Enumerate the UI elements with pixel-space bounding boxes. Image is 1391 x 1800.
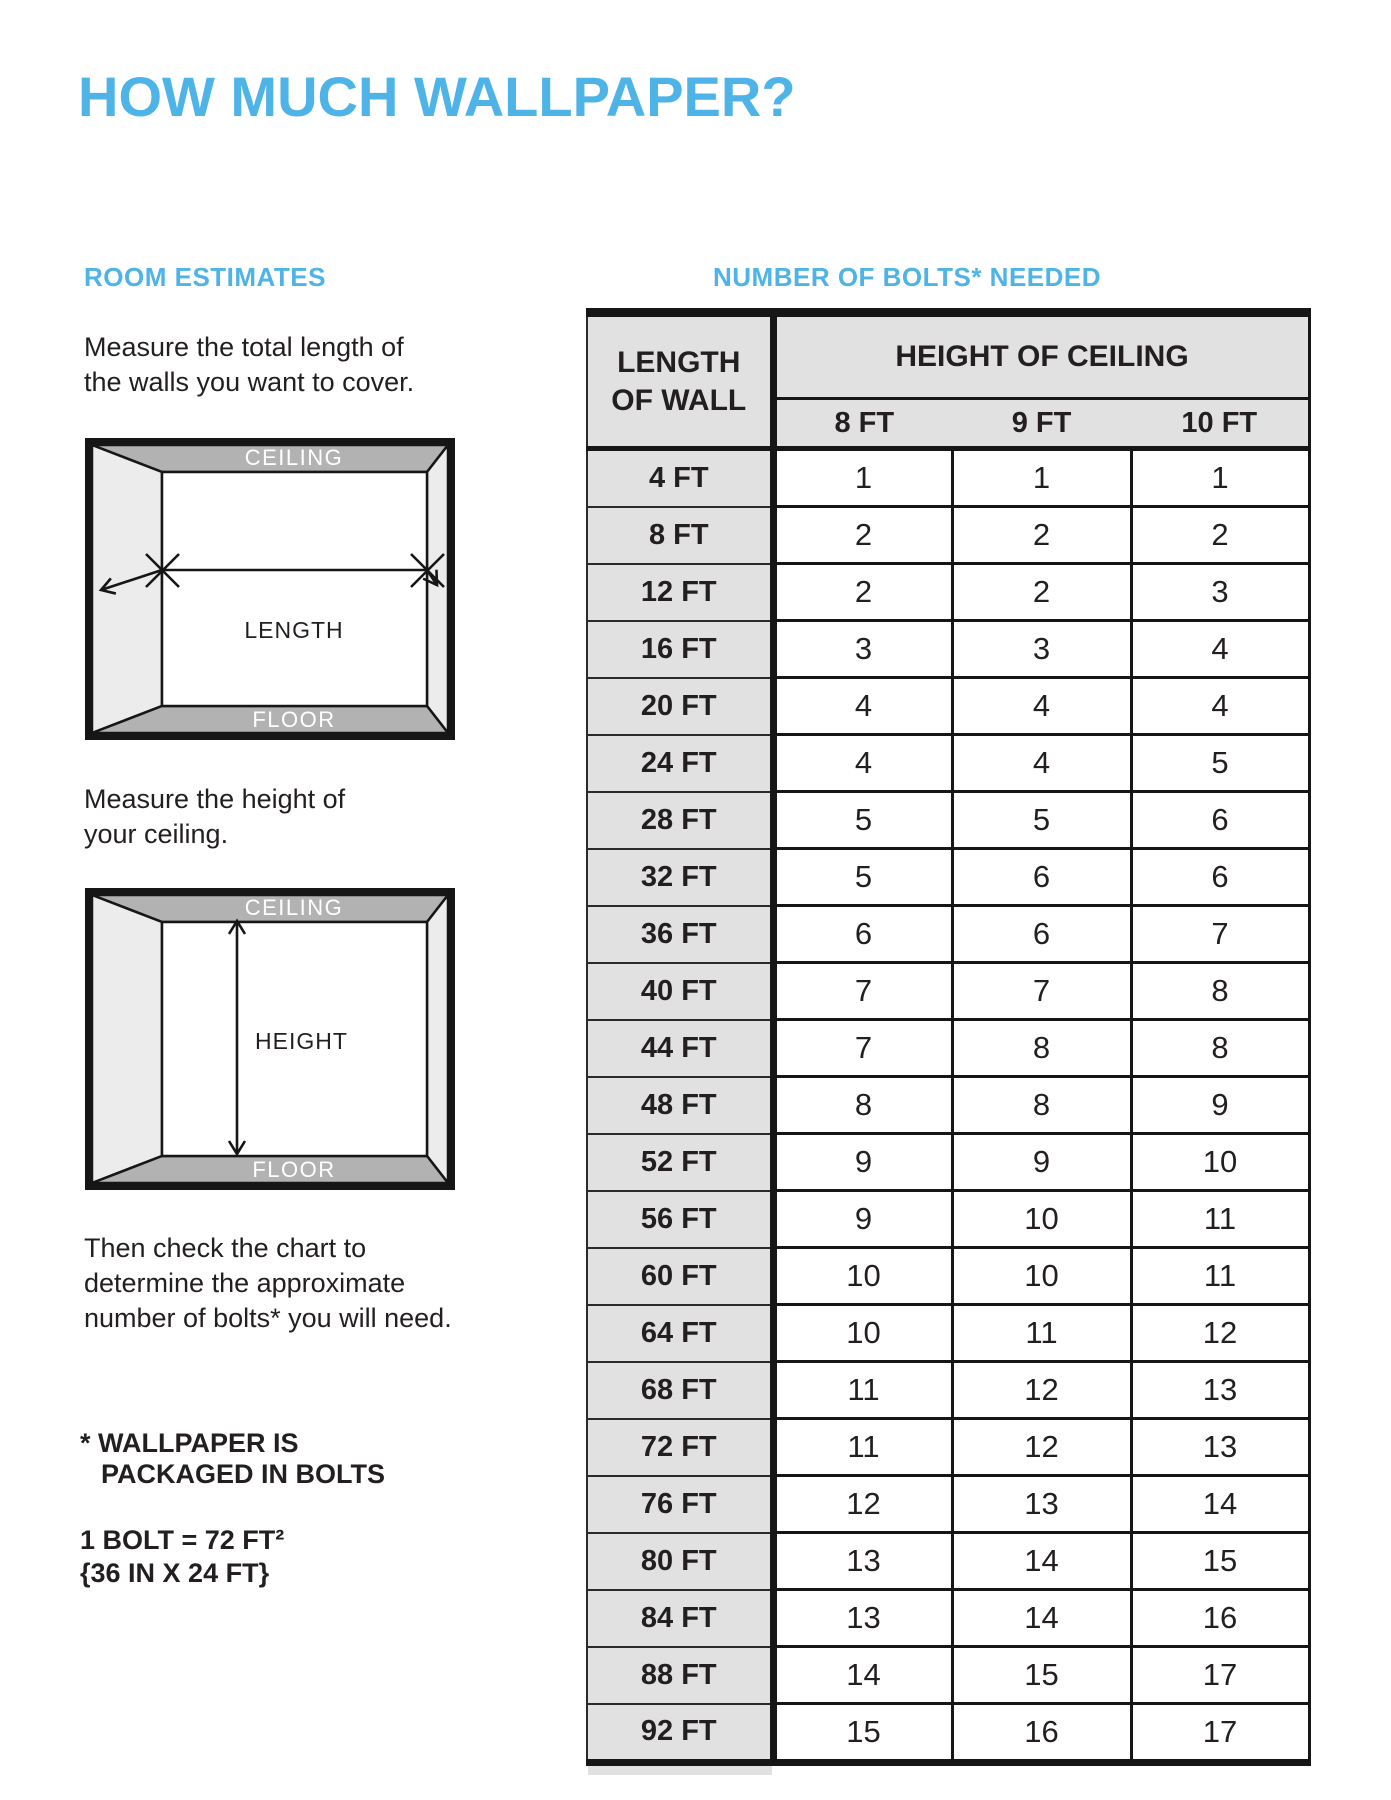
bolt-count-cell: 5 <box>773 849 952 906</box>
bolt-count-cell: 4 <box>773 678 952 735</box>
table-row <box>587 1533 1309 1590</box>
bolt-count-cell: 8 <box>952 1020 1131 1077</box>
bolts-table-section <box>586 262 1308 1775</box>
bolt-count-cell: 16 <box>1131 1590 1309 1647</box>
table-row <box>587 963 1309 1020</box>
bolt-count-cell: 3 <box>773 621 952 678</box>
bolt-count-cell: 15 <box>952 1647 1131 1704</box>
bolt-count-cell: 11 <box>773 1362 952 1419</box>
instruction-line: number of bolts* you will need. <box>84 1303 452 1333</box>
bolt-count-cell: 2 <box>773 564 952 621</box>
table-row <box>587 792 1309 849</box>
bolt-count-cell: 12 <box>952 1362 1131 1419</box>
bolt-count-cell: 11 <box>952 1305 1131 1362</box>
footnote-line: PACKAGED IN BOLTS <box>101 1459 386 1489</box>
bolt-count-cell: 13 <box>773 1590 952 1647</box>
instruction-line: the walls you want to cover. <box>84 367 415 397</box>
bolt-count-cell: 10 <box>952 1248 1131 1305</box>
wall-length-cell: 40 FT <box>587 963 773 1020</box>
instruction-check-chart <box>84 1231 452 1336</box>
bolt-count-cell: 4 <box>952 735 1131 792</box>
bolts-footnote <box>80 1428 385 1490</box>
floor-label: FLOOR <box>252 707 336 732</box>
wall-length-cell: 32 FT <box>587 849 773 906</box>
back-wall-face <box>162 472 427 706</box>
table-row <box>587 906 1309 963</box>
length-label: LENGTH <box>244 617 344 643</box>
wall-length-cell: 80 FT <box>587 1533 773 1590</box>
bolt-count-cell: 12 <box>1131 1305 1309 1362</box>
wall-length-cell: 28 FT <box>587 792 773 849</box>
wall-length-cell: 92 FT <box>587 1704 773 1763</box>
bolt-count-cell: 8 <box>773 1077 952 1134</box>
wall-length-cell: 88 FT <box>587 1647 773 1704</box>
bolt-count-cell: 5 <box>1131 735 1309 792</box>
bolt-count-cell: 2 <box>1131 507 1309 564</box>
wall-length-cell: 52 FT <box>587 1134 773 1191</box>
bolt-count-cell: 15 <box>773 1704 952 1763</box>
wall-length-cell: 44 FT <box>587 1020 773 1077</box>
table-row <box>587 1020 1309 1077</box>
page-title: HOW MUCH WALLPAPER? <box>78 65 796 128</box>
ceiling-label: CEILING <box>244 895 344 920</box>
bolt-count-cell: 14 <box>773 1647 952 1704</box>
bolt-count-cell: 8 <box>1131 963 1309 1020</box>
bolt-count-cell: 6 <box>1131 792 1309 849</box>
bolts-table <box>586 308 1311 1766</box>
wall-length-cell: 56 FT <box>587 1191 773 1248</box>
bolt-count-cell: 12 <box>773 1476 952 1533</box>
bolts-table-body <box>587 449 1309 1763</box>
ceiling-label: CEILING <box>244 445 344 470</box>
instruction-line: your ceiling. <box>84 819 229 849</box>
wall-length-cell: 16 FT <box>587 621 773 678</box>
wall-length-cell: 84 FT <box>587 1590 773 1647</box>
table-row <box>587 1704 1309 1763</box>
bolt-count-cell: 9 <box>773 1134 952 1191</box>
bolt-count-cell: 7 <box>952 963 1131 1020</box>
length-of-wall-header <box>587 313 773 449</box>
bolt-count-cell: 11 <box>1131 1191 1309 1248</box>
bolt-count-cell: 6 <box>952 906 1131 963</box>
bolt-count-cell: 7 <box>773 1020 952 1077</box>
room-length-diagram <box>85 438 455 740</box>
right-wall-face <box>427 445 448 733</box>
bolt-count-cell: 9 <box>952 1134 1131 1191</box>
table-row <box>587 1134 1309 1191</box>
bolt-count-cell: 7 <box>773 963 952 1020</box>
room-estimates-heading: ROOM ESTIMATES <box>84 262 326 292</box>
bolt-count-cell: 3 <box>1131 564 1309 621</box>
bolt-count-cell: 2 <box>952 564 1131 621</box>
table-row <box>587 449 1309 507</box>
wall-length-cell: 12 FT <box>587 564 773 621</box>
bolt-dimensions: {36 IN X 24 FT} <box>80 1558 270 1588</box>
instruction-line: determine the approximate <box>84 1268 406 1298</box>
wall-length-cell: 24 FT <box>587 735 773 792</box>
table-row <box>587 1362 1309 1419</box>
length-of-wall-line: LENGTH <box>617 345 741 379</box>
bolt-count-cell: 13 <box>1131 1362 1309 1419</box>
bolt-count-cell: 5 <box>773 792 952 849</box>
footnote-line: * WALLPAPER IS <box>80 1428 299 1458</box>
instruction-measure-height <box>84 782 345 852</box>
wall-length-cell: 48 FT <box>587 1077 773 1134</box>
instruction-line: Measure the total length of <box>84 332 404 362</box>
floor-label: FLOOR <box>252 1157 336 1182</box>
bolt-size-info <box>80 1524 284 1590</box>
bolt-count-cell: 6 <box>952 849 1131 906</box>
ceiling-8ft-header: 8 FT <box>773 399 952 449</box>
bolt-count-cell: 11 <box>773 1419 952 1476</box>
table-row <box>587 1191 1309 1248</box>
table-row <box>587 1590 1309 1647</box>
table-row <box>587 621 1309 678</box>
bolt-count-cell: 2 <box>773 507 952 564</box>
bolt-count-cell: 14 <box>952 1590 1131 1647</box>
table-row <box>587 1476 1309 1533</box>
bolt-count-cell: 16 <box>952 1704 1131 1763</box>
bolt-count-cell: 4 <box>952 678 1131 735</box>
wall-length-cell: 64 FT <box>587 1305 773 1362</box>
table-footer-stub <box>588 1766 772 1775</box>
bolt-count-cell: 10 <box>952 1191 1131 1248</box>
table-row <box>587 849 1309 906</box>
left-wall-face <box>92 895 162 1183</box>
bolt-count-cell: 3 <box>952 621 1131 678</box>
table-header-row <box>587 313 1309 399</box>
bolt-equation: 1 BOLT = 72 FT² <box>80 1525 285 1555</box>
bolt-count-cell: 8 <box>952 1077 1131 1134</box>
bolt-count-cell: 4 <box>1131 678 1309 735</box>
wall-length-cell: 8 FT <box>587 507 773 564</box>
bolts-table-heading: NUMBER OF BOLTS* NEEDED <box>713 262 1102 292</box>
instruction-line: Then check the chart to <box>84 1233 367 1263</box>
right-wall-face <box>427 895 448 1183</box>
bolt-count-cell: 1 <box>952 449 1131 507</box>
bolt-count-cell: 10 <box>1131 1134 1309 1191</box>
wall-length-cell: 68 FT <box>587 1362 773 1419</box>
bolt-count-cell: 12 <box>952 1419 1131 1476</box>
bolt-count-cell: 2 <box>952 507 1131 564</box>
bolt-count-cell: 14 <box>952 1533 1131 1590</box>
bolt-count-cell: 4 <box>1131 621 1309 678</box>
wall-length-cell: 4 FT <box>587 449 773 507</box>
length-of-wall-line: OF WALL <box>611 383 747 417</box>
table-row <box>587 1419 1309 1476</box>
bolt-count-cell: 9 <box>773 1191 952 1248</box>
bolt-count-cell: 11 <box>1131 1248 1309 1305</box>
bolt-count-cell: 13 <box>773 1533 952 1590</box>
bolt-count-cell: 1 <box>1131 449 1309 507</box>
table-row <box>587 1305 1309 1362</box>
wall-length-cell: 60 FT <box>587 1248 773 1305</box>
wall-length-cell: 76 FT <box>587 1476 773 1533</box>
table-row <box>587 735 1309 792</box>
bolt-count-cell: 17 <box>1131 1704 1309 1763</box>
table-row <box>587 1077 1309 1134</box>
bolt-count-cell: 6 <box>1131 849 1309 906</box>
bolt-count-cell: 9 <box>1131 1077 1309 1134</box>
instruction-measure-length <box>84 330 414 400</box>
height-of-ceiling-header: HEIGHT OF CEILING <box>773 313 1309 399</box>
bolt-count-cell: 10 <box>773 1248 952 1305</box>
wall-length-cell: 72 FT <box>587 1419 773 1476</box>
ceiling-9ft-header: 9 FT <box>952 399 1131 449</box>
wall-length-cell: 20 FT <box>587 678 773 735</box>
wall-length-cell: 36 FT <box>587 906 773 963</box>
bolt-count-cell: 7 <box>1131 906 1309 963</box>
table-row <box>587 678 1309 735</box>
table-row <box>587 1248 1309 1305</box>
bolt-count-cell: 5 <box>952 792 1131 849</box>
table-row <box>587 564 1309 621</box>
bolt-count-cell: 13 <box>952 1476 1131 1533</box>
instruction-line: Measure the height of <box>84 784 346 814</box>
room-height-diagram <box>85 888 455 1190</box>
bolt-count-cell: 14 <box>1131 1476 1309 1533</box>
bolt-count-cell: 8 <box>1131 1020 1309 1077</box>
bolt-count-cell: 17 <box>1131 1647 1309 1704</box>
table-row <box>587 507 1309 564</box>
height-label: HEIGHT <box>255 1028 348 1054</box>
bolt-count-cell: 10 <box>773 1305 952 1362</box>
bolt-count-cell: 6 <box>773 906 952 963</box>
table-row <box>587 1647 1309 1704</box>
bolt-count-cell: 1 <box>773 449 952 507</box>
bolt-count-cell: 13 <box>1131 1419 1309 1476</box>
bolt-count-cell: 15 <box>1131 1533 1309 1590</box>
ceiling-10ft-header: 10 FT <box>1131 399 1309 449</box>
bolt-count-cell: 4 <box>773 735 952 792</box>
